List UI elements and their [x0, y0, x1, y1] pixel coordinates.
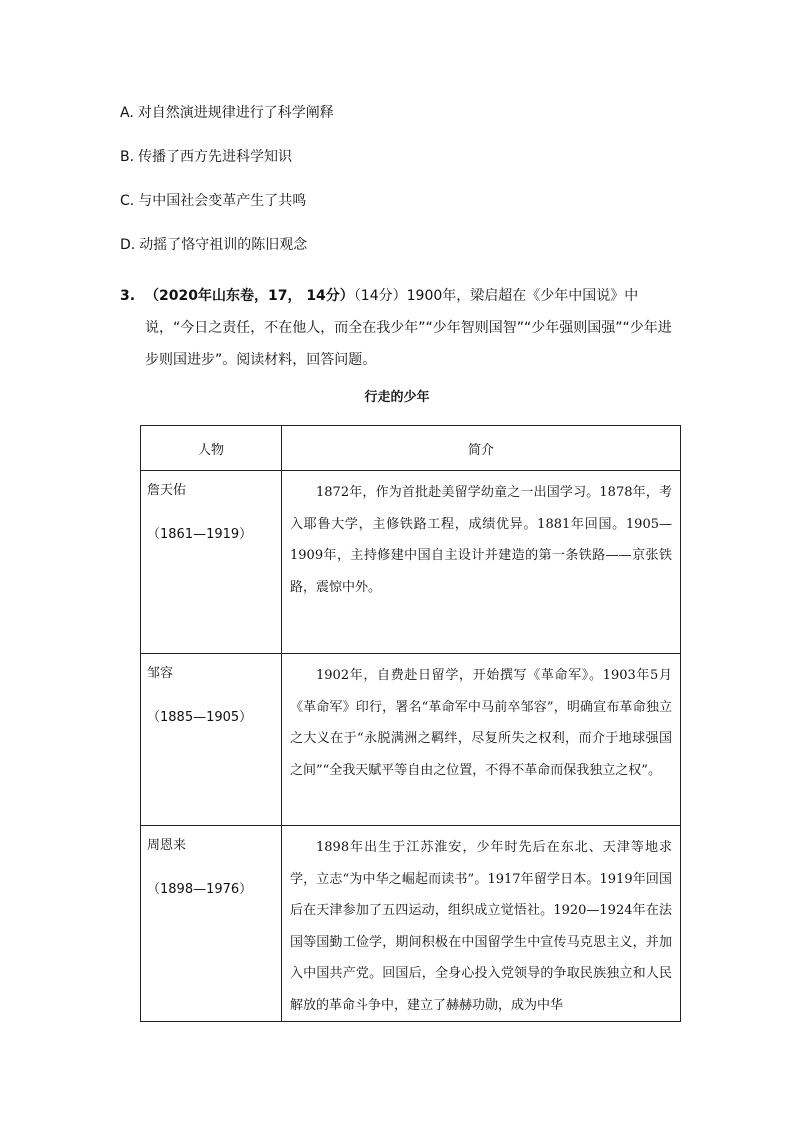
question-text: （14分）1900年，梁启超在《少年中国说》中说，“今日之责任，不在他人，而全在我少年”“少年智则国智”“少年强则国强”“少年进步则国进步”。阅读材料，回答问题。	[145, 288, 672, 368]
person-name: 詹天佑	[147, 483, 187, 498]
person-cell	[141, 654, 282, 826]
table-caption: 行走的少年	[364, 390, 430, 405]
option-b-label: B.	[120, 149, 135, 165]
intro-cell: 1902年，自费赴日留学，开始撰写《革命军》。1903年5月《革命军》印行，署名“革命军中马前卒邹容”，明确宣布革命独立之大义在于“永脱满洲之羁绊，尽复所失之权利，而介于地球强国之间”“全我天赋平等自由之位置，不得不革命而保我独立之权”。	[282, 654, 681, 826]
option-a-text: 对自然演进规律进行了科学阐释	[137, 105, 334, 121]
intro-cell: 1872年，作为首批赴美留学幼童之一出国学习。1878年，考入耶鲁大学，主修铁路工程，成绩优异。1881年回国。1905—1909年，主持修建中国自主设计并建造的第一条铁路——京张铁路，震惊中外。	[282, 471, 681, 654]
option-c	[120, 191, 306, 211]
table-row	[141, 471, 681, 654]
question-source: （2020年山东卷，17， 14分）	[145, 288, 354, 304]
table-row	[141, 826, 681, 1022]
person-lifespan: （1898—1976）	[147, 882, 253, 897]
option-a-label: A.	[120, 105, 134, 121]
header-person: 人物	[141, 426, 282, 471]
person-name: 周恩来	[147, 838, 187, 853]
person-lifespan: （1885—1905）	[147, 710, 253, 725]
option-c-text: 与中国社会变革产生了共鸣	[138, 193, 307, 209]
option-d-label: D.	[120, 237, 136, 253]
person-name: 邹容	[147, 666, 174, 681]
person-cell	[141, 826, 282, 1022]
option-a	[120, 103, 334, 123]
option-b	[120, 147, 292, 167]
option-c-label: C.	[120, 193, 135, 209]
intro-cell: 1898年出生于江苏淮安，少年时先后在东北、天津等地求学，立志“为中华之崛起而读书”。1917年留学日本。1919年回国后在天津参加了五四运动，组织成立觉悟社。1920—1924年在法国等国勤工俭学，期间积极在中国留学生中宣传马克思主义，并加入中国共产党。回国后，全身心投入党领导的争取民族独立和人民解放的革命斗争中，建立了赫赫功勋，成为中华	[282, 826, 681, 1022]
option-d	[120, 235, 307, 255]
question-3	[120, 280, 680, 376]
header-intro: 简介	[282, 426, 681, 471]
option-b-text: 传播了西方先进科学知识	[138, 149, 293, 165]
question-number: 3.	[120, 288, 136, 304]
option-d-text: 动摇了恪守祖训的陈旧观念	[139, 237, 308, 253]
table-header-row	[141, 426, 681, 471]
person-cell	[141, 471, 282, 654]
table-row	[141, 654, 681, 826]
biography-table	[140, 425, 681, 1022]
person-lifespan: （1861—1919）	[147, 527, 253, 542]
